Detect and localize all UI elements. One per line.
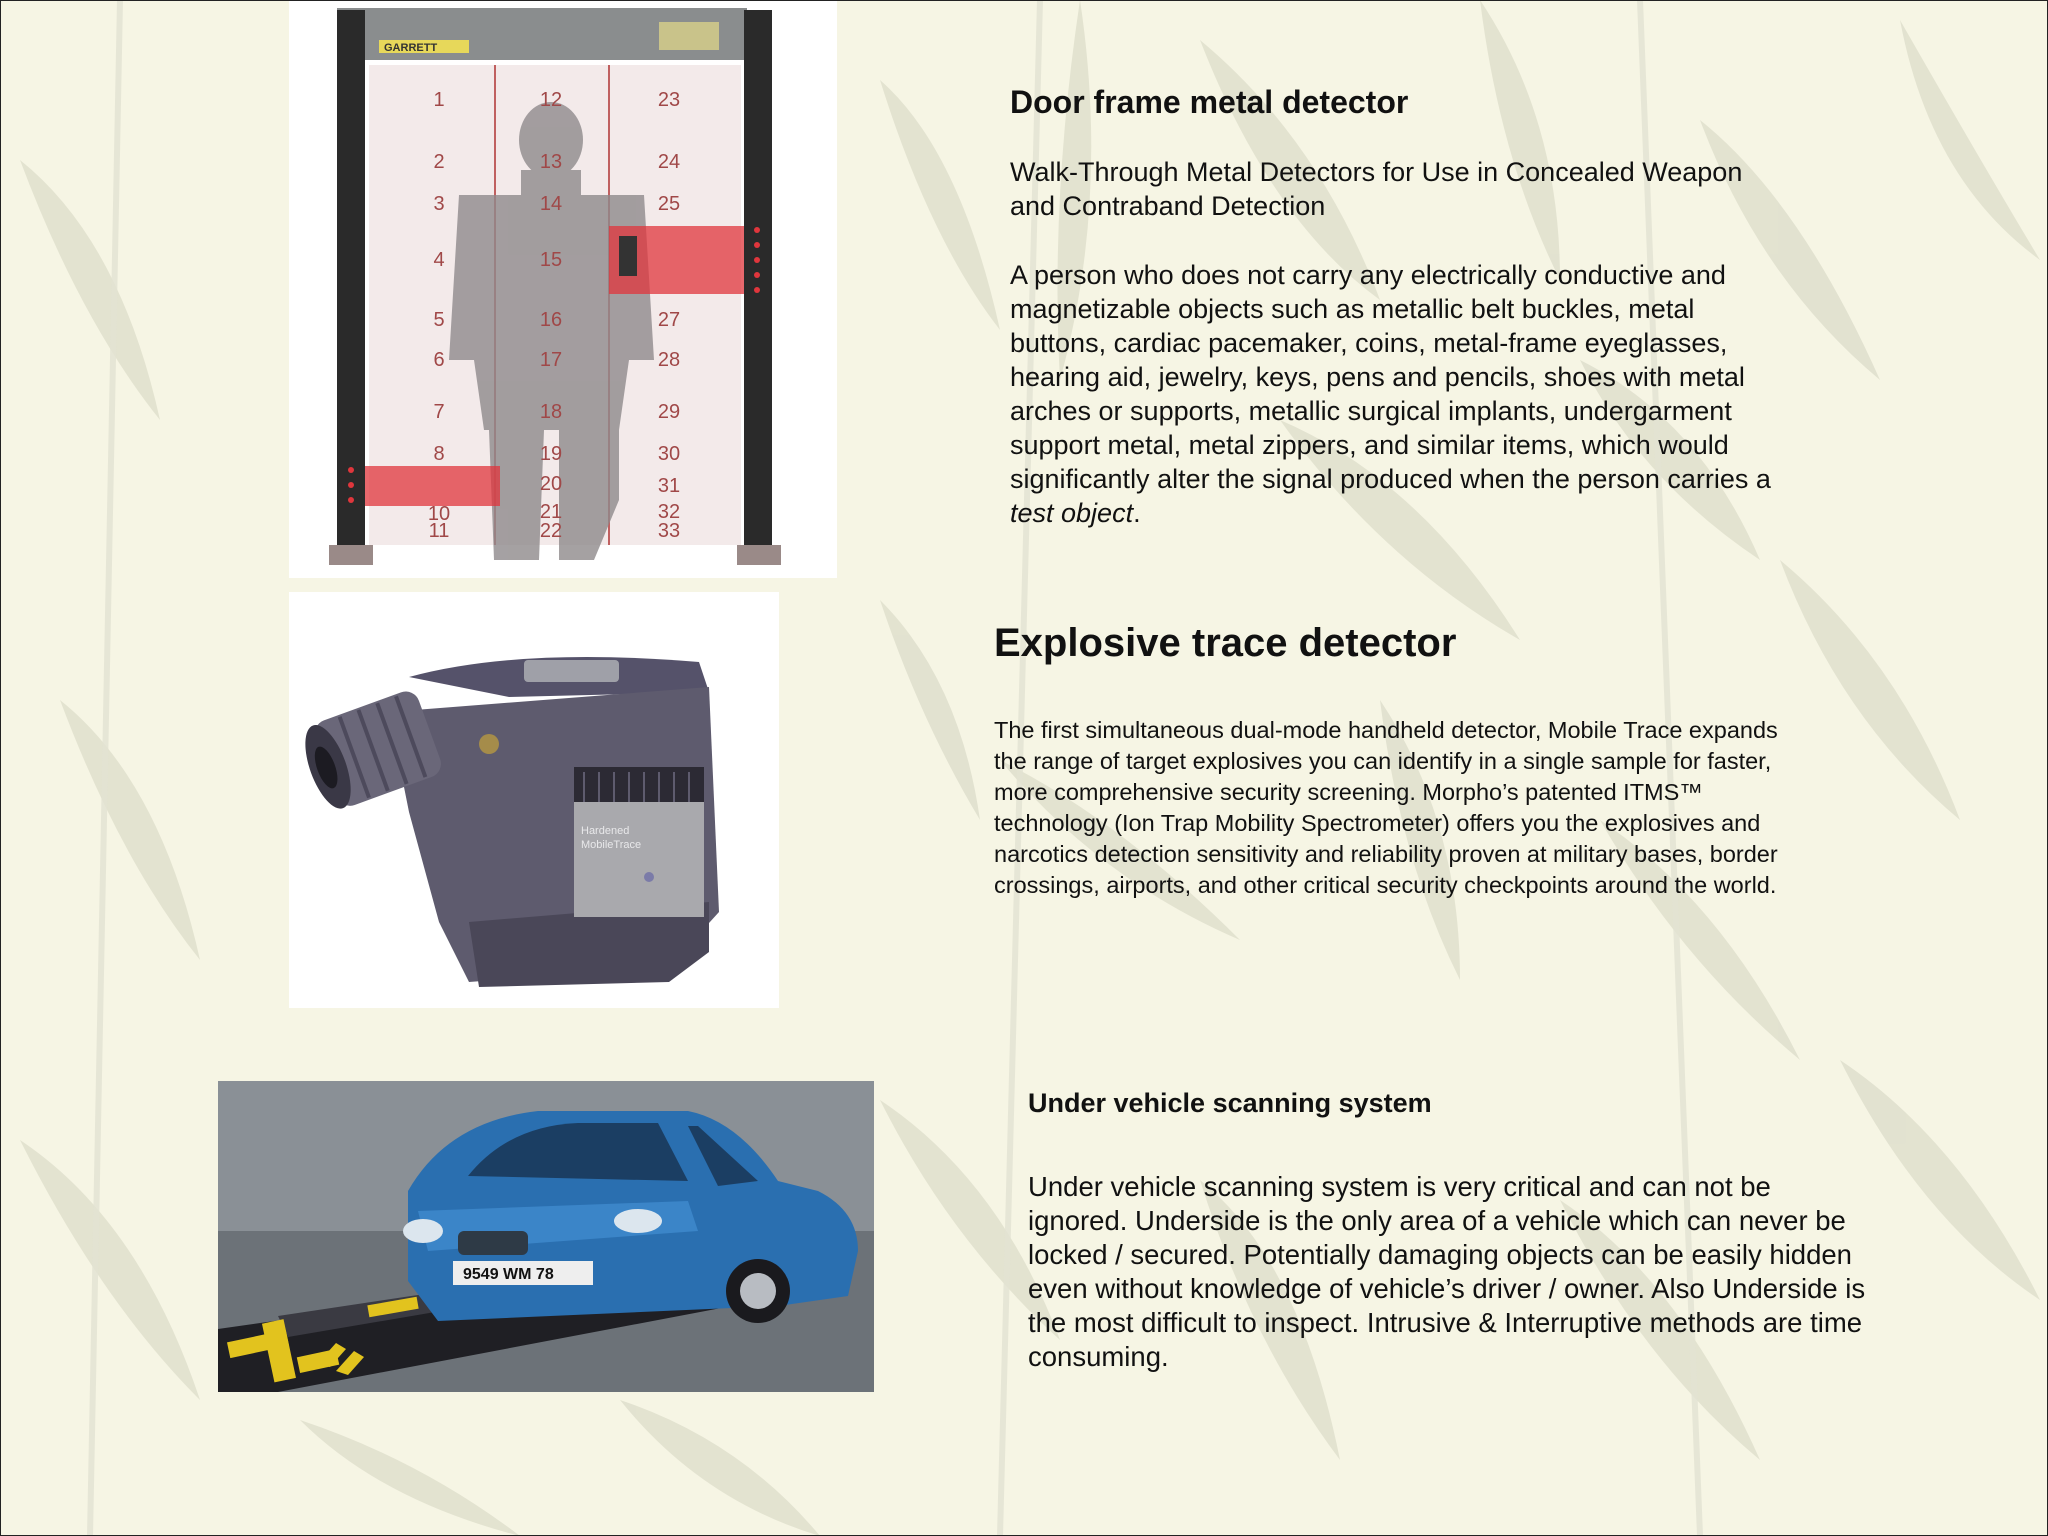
- zone-7: 7: [433, 401, 445, 423]
- zone-8: 8: [433, 443, 445, 465]
- zone-18: 18: [539, 401, 563, 423]
- zone-5: 5: [433, 309, 445, 331]
- zone-16: 16: [539, 309, 563, 331]
- zone-28: 28: [657, 349, 681, 371]
- explosive-trace-title: Explosive trace detector: [994, 621, 1457, 665]
- zone-13: 13: [539, 151, 563, 173]
- zone-17: 17: [539, 349, 563, 371]
- zone-27: 27: [657, 309, 681, 331]
- zone-10: 10: [427, 503, 451, 525]
- metal-detector-title: Door frame metal detector: [1010, 84, 1409, 120]
- zone-12: 12: [539, 89, 563, 111]
- test-object-term: test object: [1010, 498, 1134, 528]
- zone-23: 23: [657, 89, 681, 111]
- metal-detector-body: A person who does not carry any electrically conductive and magnetizable objects such as metallic belt buckles, metal buttons, cardiac pacemaker, coins, metal-frame eyeglasses, hearing aid, jewelry, keys, pens and pencils, shoes with metal arches or supports, metallic surgical implants, undergarment support metal, metal zippers, and similar items, which would significantly alter the signal produced when the person carries a test object.: [1010, 260, 1771, 528]
- under-vehicle-title: Under vehicle scanning system: [1028, 1088, 1432, 1118]
- zone-3: 3: [433, 193, 445, 215]
- zone-30: 30: [657, 443, 681, 465]
- zone-14: 14: [539, 193, 563, 215]
- zone-29: 29: [657, 401, 681, 423]
- hardened-label: Hardened: [581, 825, 630, 837]
- zone-11: 11: [428, 520, 450, 542]
- zone-1: 1: [433, 89, 445, 111]
- zone-2: 2: [433, 151, 445, 173]
- zone-24: 24: [657, 151, 681, 173]
- mobiletrace-label: MobileTrace: [581, 839, 642, 851]
- license-plate: 9549 WM 78: [463, 1266, 554, 1283]
- under-vehicle-body: Under vehicle scanning system is very critical and can not be ignored. Underside is the only area of a vehicle which can never be locked / secured. Potentially damaging objects can be easily hidden even without knowledge of vehicle’s driver / owner. Also Underside is the most difficult to inspect. Intrusive & Interruptive methods are time consuming.: [1028, 1171, 1866, 1372]
- zone-22: 22: [539, 520, 563, 542]
- zone-21: 21: [539, 501, 563, 523]
- zone-20: 20: [539, 473, 563, 495]
- explosive-trace-body: The first simultaneous dual-mode handheld detector, Mobile Trace expands the range of target explosives you can identify in a single sample for faster, more comprehensive security screening. Morpho’s patented ITMS™ technology (Ion Trap Mobility Spectrometer) offers you the explosives and narcotics detection sensitivity and reliability proven at military bases, border crossings, airports, and other critical security checkpoints around the world.: [994, 717, 1778, 898]
- zone-33: 33: [657, 520, 681, 542]
- zone-32: 32: [657, 501, 681, 523]
- zone-6: 6: [433, 349, 445, 371]
- metal-detector-subtitle: Walk-Through Metal Detectors for Use in Concealed Weapon and Contraband Detection: [1010, 157, 1743, 221]
- garrett-brand-label: GARRETT: [384, 42, 438, 54]
- zone-25: 25: [657, 193, 681, 215]
- zone-19: 19: [539, 443, 563, 465]
- zone-15: 15: [539, 249, 563, 271]
- zone-31: 31: [657, 475, 681, 497]
- zone-4: 4: [433, 249, 445, 271]
